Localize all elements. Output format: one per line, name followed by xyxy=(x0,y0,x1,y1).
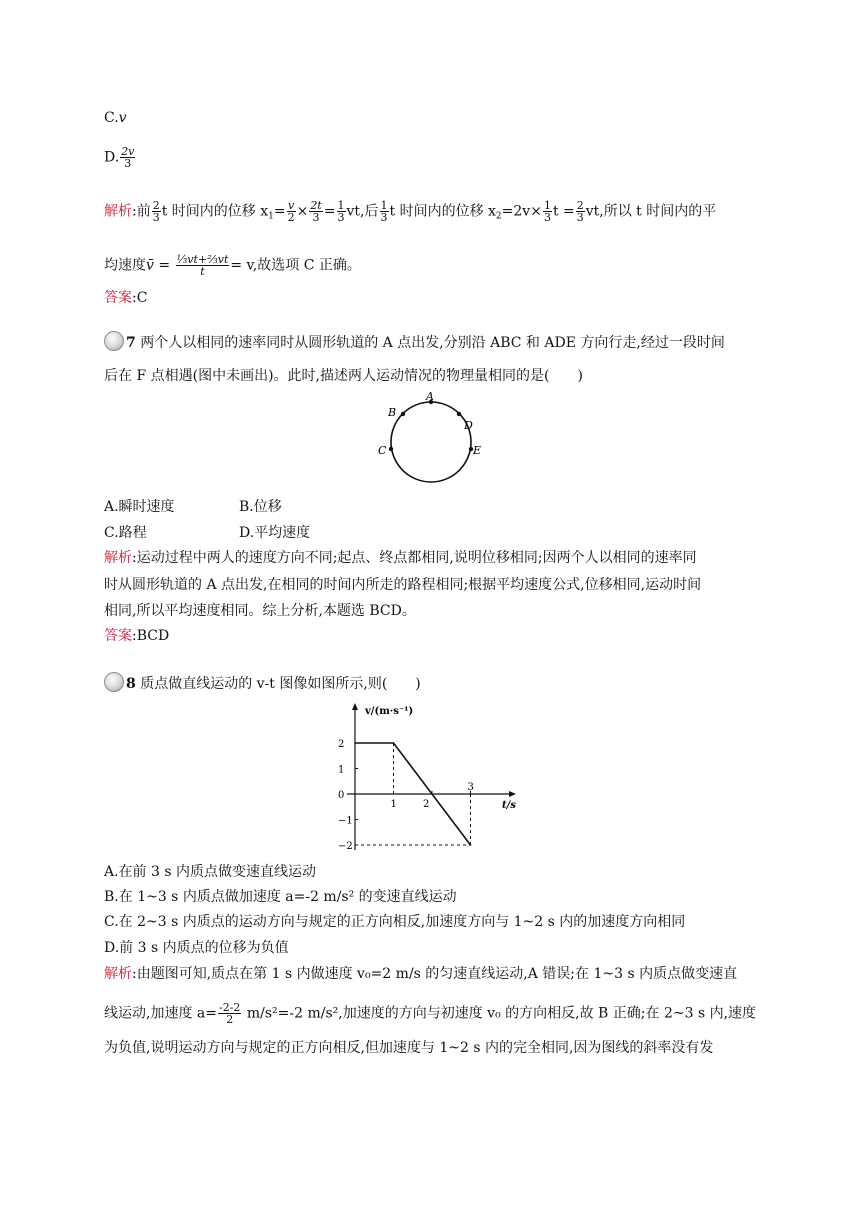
fraction xyxy=(176,254,230,277)
answer-value: :C xyxy=(132,290,148,306)
option-text: B.在 1~3 s 内质点做加速度 a=-2 m/s² 的变速直线运动 xyxy=(104,889,457,905)
label-d: D xyxy=(464,419,473,432)
x-tick-label: 3 xyxy=(467,782,474,793)
analysis-text: :由题图可知,质点在第 1 s 内做速度 v₀=2 m/s 的匀速直线运动,A 错误;在 1~3 s 内质点做变速直 xyxy=(132,966,738,982)
analysis-text: m/s²=-2 m/s²,加速度的方向与初速度 v₀ 的方向相反,故 B 正确;在 2~3 s 内,速度 xyxy=(242,1005,757,1022)
q7-answer xyxy=(104,626,169,646)
question-stem: 质点做直线运动的 v-t 图像如图所示,则( ) xyxy=(140,676,421,692)
option-value: v xyxy=(118,110,127,126)
q6-option-c[interactable] xyxy=(104,108,127,128)
question-number: 7 xyxy=(126,335,136,351)
fraction-denominator: 2 xyxy=(287,211,295,224)
q7-option-c[interactable] xyxy=(104,523,147,543)
label-b: B xyxy=(388,406,397,419)
average-velocity-symbol: v̄ xyxy=(146,257,154,274)
subscript: 1 xyxy=(268,211,274,222)
question-marker-icon xyxy=(104,331,124,351)
text: vt,所以 t 时间内的平 xyxy=(585,203,717,220)
q8-analysis-line-1 xyxy=(104,964,737,984)
data-point xyxy=(393,742,395,744)
fraction xyxy=(218,1002,241,1025)
fraction-numerator: 1 xyxy=(380,199,388,212)
option-text: B.位移 xyxy=(239,499,282,515)
data-point xyxy=(470,844,472,846)
option-prefix: C. xyxy=(104,110,119,126)
option-text: A.瞬时速度 xyxy=(104,499,175,515)
x-axis-arrow xyxy=(509,791,516,797)
circular-track-diagram xyxy=(376,392,486,492)
y-axis-arrow xyxy=(352,703,358,710)
answer-value: :BCD xyxy=(132,628,170,644)
q7-stem-line-1 xyxy=(104,331,725,353)
fraction-denominator: 3 xyxy=(543,211,551,224)
fraction xyxy=(120,146,135,169)
fraction xyxy=(287,200,296,223)
text: =2v× xyxy=(501,203,542,220)
q8-option-b[interactable] xyxy=(104,887,457,907)
option-text: D.前 3 s 内质点的位移为负值 xyxy=(104,940,289,956)
fraction-numerator: 1 xyxy=(337,199,345,212)
fraction-numerator: -2-2 xyxy=(218,1001,241,1014)
fraction-denominator: 3 xyxy=(312,211,320,224)
y-axis-label: v/(m·s⁻¹) xyxy=(365,706,414,717)
fraction-denominator: 3 xyxy=(152,211,160,224)
fraction-denominator: 3 xyxy=(380,211,388,224)
q8-stem xyxy=(104,672,421,694)
fraction-denominator: 3 xyxy=(576,211,584,224)
text: t = xyxy=(552,203,575,220)
analysis-text: 为负值,说明运动方向与规定的正方向相反,但加速度与 1~2 s 内的完全相同,因为图线的斜率没有发 xyxy=(104,1040,714,1056)
y-tick-label: 0 xyxy=(338,790,345,801)
analysis-label: 解析 xyxy=(104,203,132,220)
x-axis-label: t/s xyxy=(502,800,516,811)
analysis-text: 线运动,加速度 a= xyxy=(104,1005,217,1022)
text: = v,故选项 C 正确。 xyxy=(230,257,361,274)
q8-analysis-line-2 xyxy=(104,1002,756,1025)
fraction xyxy=(543,200,552,223)
option-text: D.平均速度 xyxy=(239,525,311,541)
q7-option-d[interactable] xyxy=(239,523,310,543)
fraction xyxy=(576,200,585,223)
analysis-label: 解析 xyxy=(104,550,132,566)
answer-label: 答案 xyxy=(104,290,132,306)
data-point xyxy=(354,742,356,744)
q8-option-a[interactable] xyxy=(104,862,316,882)
fraction xyxy=(309,200,322,223)
text: = xyxy=(273,203,286,220)
label-c: C xyxy=(378,444,387,457)
fraction xyxy=(337,200,346,223)
fraction xyxy=(152,200,161,223)
point-b xyxy=(401,412,405,416)
fraction-denominator: t xyxy=(200,265,205,278)
text: vt,后 xyxy=(346,203,379,220)
q6-analysis-line-1 xyxy=(104,200,716,227)
y-tick-label: −2 xyxy=(338,841,353,852)
subscript: 2 xyxy=(495,211,502,222)
fraction xyxy=(380,200,389,223)
option-text: A.在前 3 s 内质点做变速直线运动 xyxy=(104,864,317,880)
point-c xyxy=(389,447,393,451)
text: 均速度 xyxy=(104,257,146,274)
q6-analysis-line-2: 均速度v̄ = $\frac{\text{⅓vt+⅔vt}}{t}$ = v,故选项 C 正确。 xyxy=(104,253,361,278)
option-prefix: D. xyxy=(104,149,120,166)
q7-option-b[interactable] xyxy=(239,497,282,517)
fraction-numerator: 2v xyxy=(121,145,135,158)
q7-analysis-line-2 xyxy=(104,575,701,595)
fraction-denominator: 3 xyxy=(337,211,345,224)
fraction-numerator: 2 xyxy=(152,199,160,212)
answer-label: 答案 xyxy=(104,628,132,644)
option-text: C.在 2~3 s 内质点的运动方向与规定的正方向相反,加速度方向与 1~2 s 内的加速度方向相同 xyxy=(104,914,686,930)
question-marker-icon xyxy=(104,672,124,692)
fraction-denominator: 3 xyxy=(124,157,132,170)
analysis-text: :运动过程中两人的速度方向不同;起点、终点都相同,说明位移相同;因两个人以相同的速率同 xyxy=(132,550,697,566)
label-e: E xyxy=(473,444,482,457)
y-tick-label: −1 xyxy=(338,815,353,827)
q8-option-d[interactable] xyxy=(104,938,289,958)
x-tick-label: 2 xyxy=(423,799,430,810)
colon: : xyxy=(132,203,137,220)
q7-analysis-line-3 xyxy=(104,601,416,621)
text: t 时间内的位移 x xyxy=(161,203,269,220)
fraction-numerator: 2 xyxy=(576,199,584,212)
fraction-denominator: 2 xyxy=(226,1013,234,1026)
text: t 时间内的位移 x xyxy=(389,203,496,220)
fraction-numerator: v xyxy=(288,199,295,212)
q7-stem-line-2 xyxy=(104,366,583,386)
equals-sign: = xyxy=(323,203,336,220)
times-sign: × xyxy=(296,203,309,220)
label-a: A xyxy=(426,392,434,403)
q6-option-d[interactable] xyxy=(104,146,136,169)
q6-answer xyxy=(104,288,147,308)
vt-graph xyxy=(335,700,530,860)
question-stem: 两个人以相同的速率同时从圆形轨道的 A 点出发,分别沿 ABC 和 ADE 方向行走,经过一段时间 xyxy=(140,335,725,351)
q7-option-a[interactable] xyxy=(104,497,175,517)
fraction-numerator: ⅓vt+⅔vt xyxy=(176,253,229,266)
point-d xyxy=(457,412,461,416)
question-number: 8 xyxy=(126,676,136,692)
q8-analysis-line-3 xyxy=(104,1038,713,1058)
fraction-numerator: 2t xyxy=(310,199,322,212)
analysis-label: 解析 xyxy=(104,966,132,982)
y-tick-label: 2 xyxy=(338,739,345,750)
x-tick-label: 1 xyxy=(390,799,397,810)
text: 前 xyxy=(136,203,151,220)
y-tick-label: 1 xyxy=(338,764,345,776)
q8-option-c[interactable] xyxy=(104,912,685,932)
fraction-numerator: 1 xyxy=(543,199,551,212)
q7-analysis-line-1 xyxy=(104,548,697,568)
question-stem: 后在 F 点相遇(图中未画出)。此时,描述两人运动情况的物理量相同的是( ) xyxy=(104,368,583,384)
option-text: C.路程 xyxy=(104,525,147,541)
analysis-text: 相同,所以平均速度相同。综上分析,本题选 BCD。 xyxy=(104,603,416,619)
analysis-text: 时从圆形轨道的 A 点出发,在相同的时间内所走的路程相同;根据平均速度公式,位移相同,运动时间 xyxy=(104,577,702,593)
